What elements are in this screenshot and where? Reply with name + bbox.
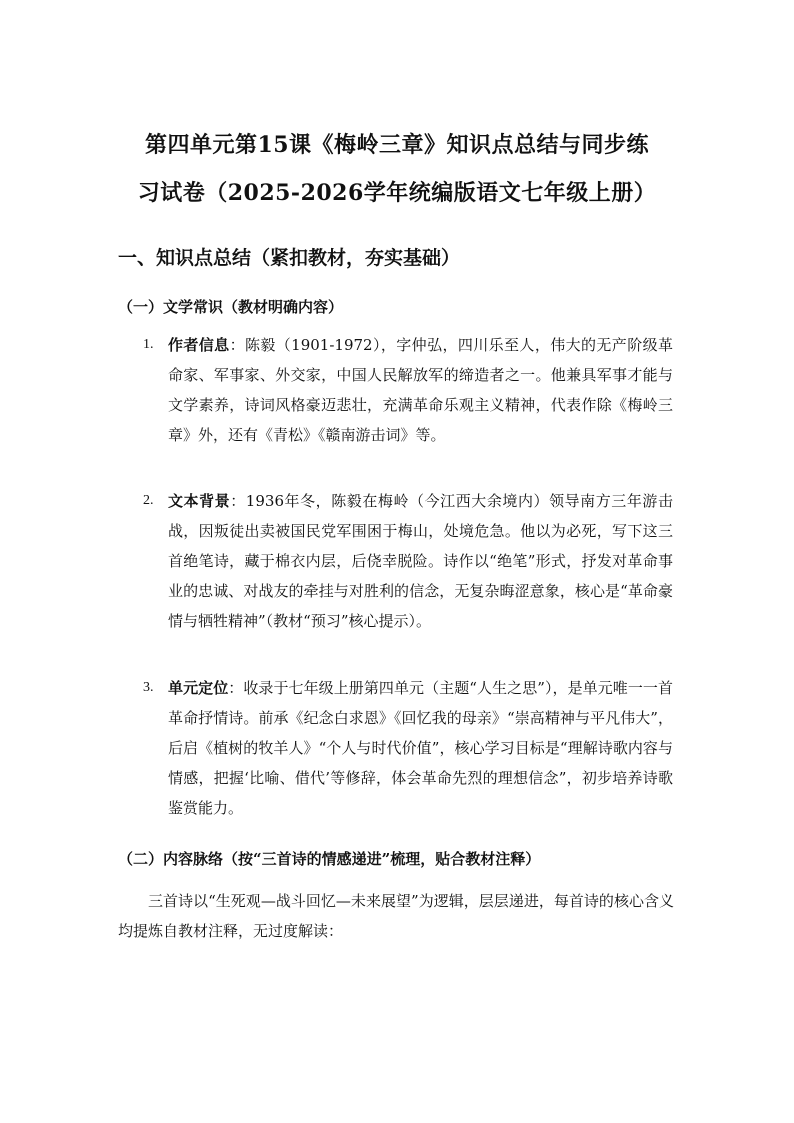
list-item-label: 单元定位 (168, 679, 229, 697)
subsection-heading-content: （二）内容脉络（按“三首诗的情感递进”梳理，贴合教材注释） (118, 850, 541, 868)
list-item-number: 1. (143, 337, 154, 352)
list-item-text: ：收录于七年级上册第四单元（主题“人生之思”），是单元唯一一首革命抒情诗。前承《纪念白求恩》《回忆我的母亲》“崇高精神与平凡伟大”，后启《植树的牧羊人》“个人与时代价值”，核心学习目标是“理解诗歌内容与情感，把握‘比喻、借代’等修辞，体会革命先烈的理想信念”，初步培养诗歌鉴赏能力。 (168, 679, 673, 817)
list-item-body (168, 330, 673, 450)
list-item-text: ：1936年冬，陈毅在梅岭（今江西大余境内）领导南方三年游击战，因叛徒出卖被国民党军围困于梅山，处境危急。他以为必死，写下这三首绝笔诗，藏于棉衣内层，后侥幸脱险。诗作以“绝笔”形式，抒发对革命事业的忠诚、对战友的牵挂与对胜利的信念，无复杂晦涩意象，核心是“革命豪情与牺牲精神”（教材“预习”核心提示）。 (168, 492, 673, 630)
list-item-label: 文本背景 (168, 492, 231, 510)
list-item-number: 2. (143, 493, 154, 508)
document-title-line-2: 习试卷（2025-2026学年统编版语文七年级上册） (137, 180, 657, 206)
subsection-heading-literature: （一）文学常识（教材明确内容） (118, 298, 344, 316)
list-item (143, 486, 673, 636)
list-item-body (168, 673, 673, 823)
list-item (143, 673, 673, 823)
list-item-number: 3. (143, 680, 154, 695)
list-item (143, 330, 673, 450)
list-item-label: 作者信息 (168, 336, 230, 354)
list-item-text: ：陈毅（1901-1972），字仲弘，四川乐至人，伟大的无产阶级革命家、军事家、外交家，中国人民解放军的缔造者之一。他兼具军事才能与文学素养，诗词风格豪迈悲壮，充满革命乐观主义精神，代表作除《梅岭三章》外，还有《青松》《赣南游击词》等。 (168, 336, 673, 444)
list-item-body (168, 486, 673, 636)
section-heading: 一、知识点总结（紧扣教材，夯实基础） (118, 247, 461, 269)
document-title-line-1: 第四单元第15课《梅岭三章》知识点总结与同步练 (144, 132, 650, 158)
body-paragraph: 三首诗以“生死观—战斗回忆—未来展望”为逻辑，层层递进，每首诗的核心含义均提炼自教材注释，无过度解读： (118, 892, 674, 940)
